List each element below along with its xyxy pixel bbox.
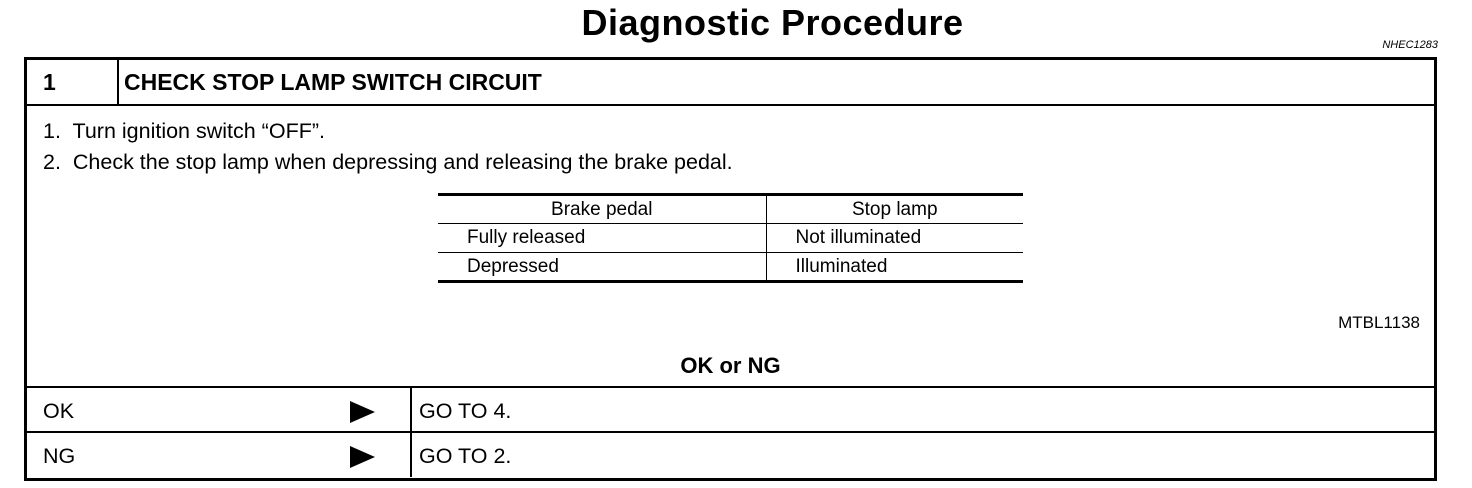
table-cell: Depressed (438, 253, 766, 282)
page-title: Diagnostic Procedure (581, 2, 964, 43)
step-number: 1 (43, 69, 56, 95)
column-header-brake-pedal: Brake pedal (438, 195, 766, 224)
table-cell: Illuminated (795, 255, 888, 277)
table-row (438, 224, 1023, 253)
ok-or-ng-question: OK or NG (680, 353, 781, 378)
instruction-list (43, 116, 733, 178)
figure-code: MTBL1138 (1338, 313, 1420, 332)
result-divider (410, 433, 412, 477)
instruction-item: 1. Turn ignition switch “OFF”. (43, 119, 325, 143)
step-header (27, 60, 1434, 106)
table-cell: Not illuminated (766, 224, 1023, 253)
column-header-stop-lamp: Stop lamp (766, 195, 1023, 224)
result-action: GO TO 2. (419, 444, 512, 468)
table-header-row (438, 195, 1023, 224)
result-action: GO TO 4. (419, 399, 512, 423)
result-row-ok (27, 386, 1434, 432)
table-row (438, 253, 1023, 282)
brake-stop-lamp-table (438, 193, 1023, 283)
result-divider (410, 388, 412, 432)
result-label: OK (43, 399, 75, 423)
document-code: NHEC1283 (1382, 39, 1438, 51)
table-cell: Fully released (438, 224, 766, 253)
instruction-item: 2. Check the stop lamp when depressing and releasing the brake pedal. (43, 150, 733, 174)
result-row-ng (27, 431, 1434, 477)
right-arrow-icon (350, 401, 375, 423)
result-label: NG (43, 444, 76, 468)
procedure-frame (24, 57, 1437, 481)
right-arrow-icon (350, 446, 375, 468)
step-title: CHECK STOP LAMP SWITCH CIRCUIT (124, 69, 542, 95)
step-header-divider (117, 60, 119, 104)
